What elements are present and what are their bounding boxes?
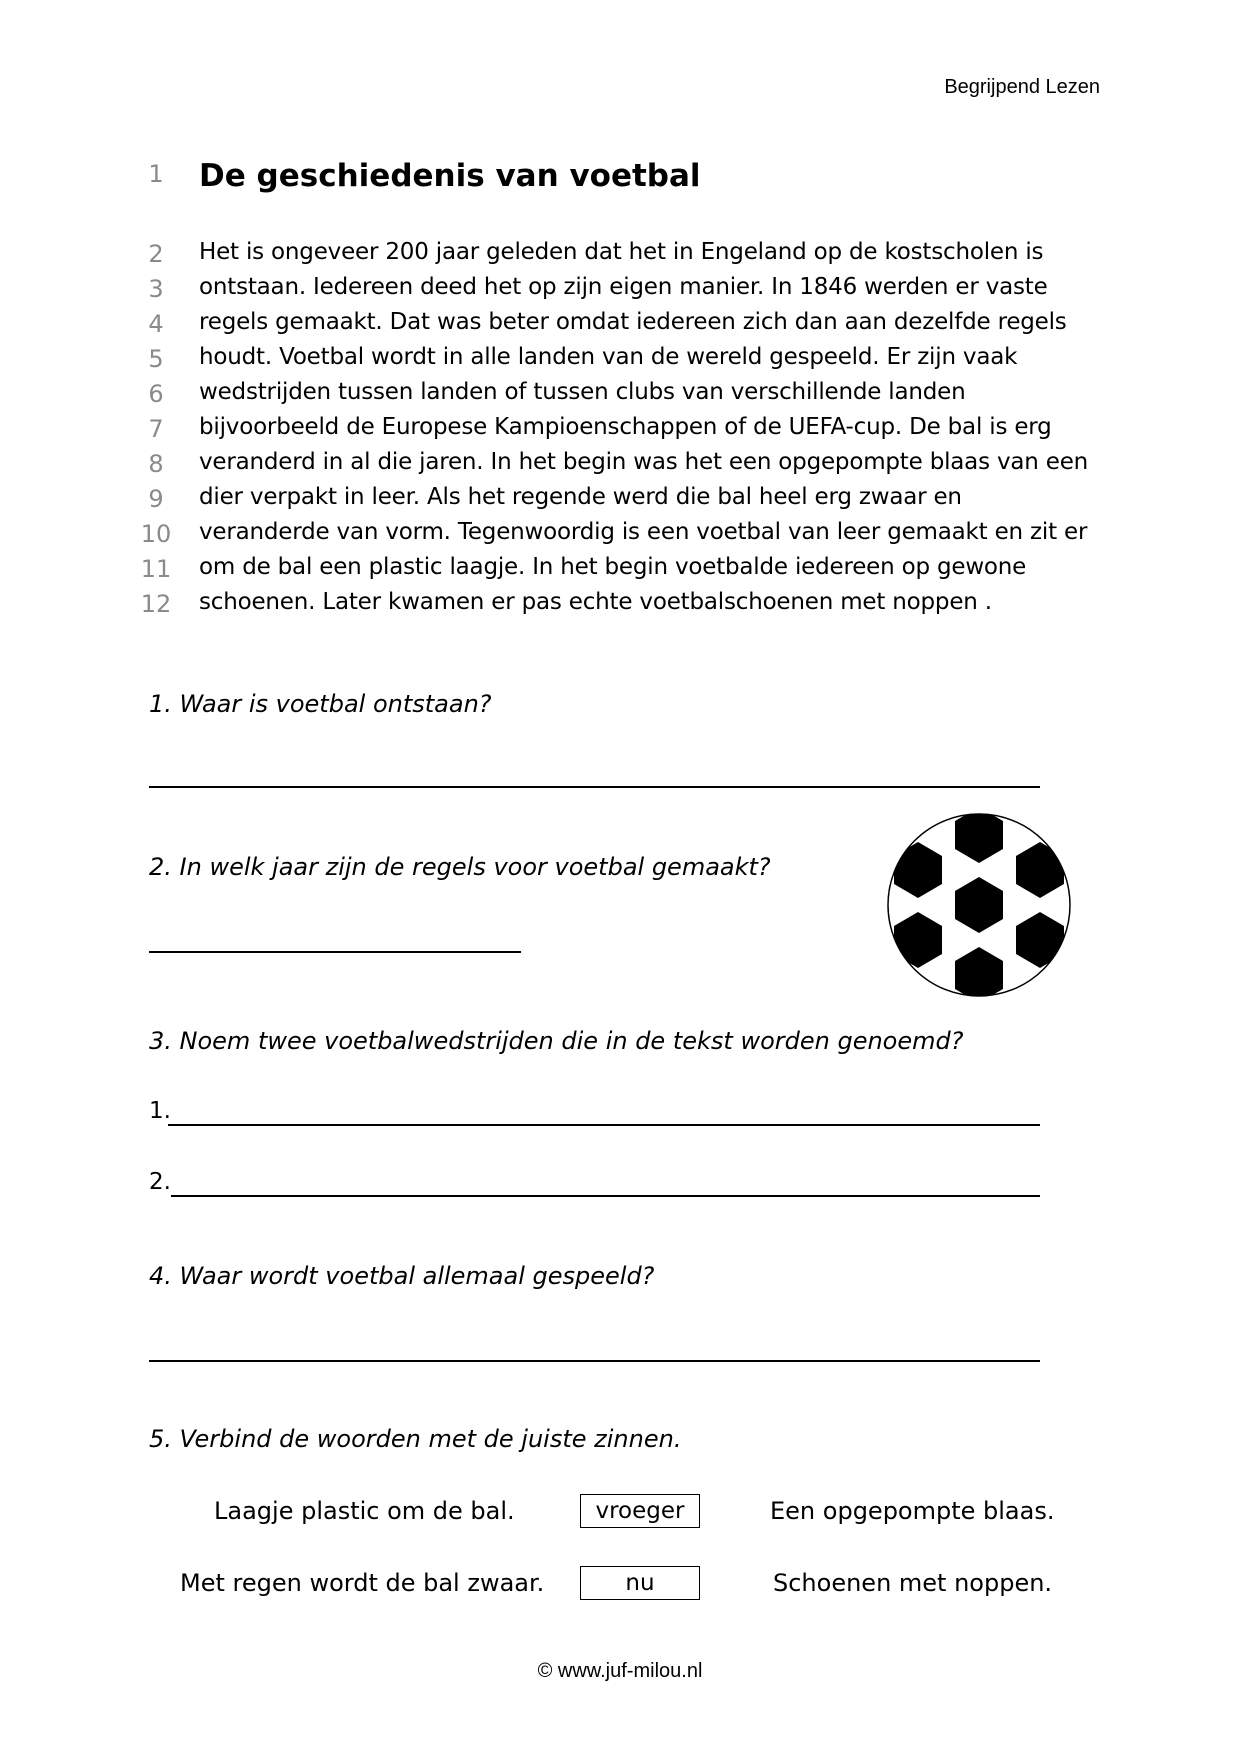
- soccer-ball-icon: [887, 813, 1071, 997]
- answer-line-3b[interactable]: [171, 1195, 1040, 1197]
- answer-line-3a[interactable]: [168, 1124, 1040, 1126]
- match-word-box: nu: [580, 1566, 700, 1600]
- passage-line: houdt. Voetbal wordt in alle landen van de wereld gespeeld. Er zijn vaak: [199, 344, 1018, 370]
- question-5: 5. Verbind de woorden met de juiste zinnen.: [149, 1425, 682, 1453]
- match-left-item: Met regen wordt de bal zwaar.: [180, 1569, 545, 1597]
- match-word-box: vroeger: [580, 1494, 700, 1528]
- page-title: De geschiedenis van voetbal: [199, 158, 701, 194]
- line-number: 11: [140, 555, 172, 583]
- answer-line-4[interactable]: [149, 1360, 1040, 1362]
- passage-line: ontstaan. Iedereen deed het op zijn eigen manier. In 1846 werden er vaste: [199, 274, 1048, 300]
- line-number: 12: [140, 590, 172, 618]
- line-number: 1: [148, 160, 164, 188]
- question-4: 4. Waar wordt voetbal allemaal gespeeld?: [149, 1262, 655, 1290]
- passage-line: bijvoorbeeld de Europese Kampioenschappen of de UEFA-cup. De bal is erg: [199, 414, 1052, 440]
- line-number: 7: [148, 415, 164, 443]
- match-right-item: Schoenen met noppen.: [773, 1569, 1053, 1597]
- answer-label-2: 2.: [149, 1169, 171, 1195]
- answer-label-1: 1.: [149, 1098, 171, 1124]
- passage-line: veranderd in al die jaren. In het begin was het een opgepompte blaas van een: [199, 449, 1089, 475]
- match-right-item: Een opgepompte blaas.: [770, 1497, 1055, 1525]
- line-number: 9: [148, 485, 164, 513]
- passage-line: dier verpakt in leer. Als het regende werd die bal heel erg zwaar en: [199, 484, 962, 510]
- line-number: 3: [148, 275, 164, 303]
- line-number: 4: [148, 310, 164, 338]
- line-number: 6: [148, 380, 164, 408]
- footer-copyright: © www.juf-milou.nl: [537, 1660, 703, 1682]
- passage-line: wedstrijden tussen landen of tussen clubs van verschillende landen: [199, 379, 966, 405]
- question-3: 3. Noem twee voetbalwedstrijden die in de tekst worden genoemd?: [149, 1027, 964, 1055]
- passage-line: Het is ongeveer 200 jaar geleden dat het in Engeland op de kostscholen is: [199, 239, 1044, 265]
- passage-line: om de bal een plastic laagje. In het begin voetbalde iedereen op gewone: [199, 554, 1027, 580]
- passage-line: regels gemaakt. Dat was beter omdat iedereen zich dan aan dezelfde regels: [199, 309, 1067, 335]
- line-number: 5: [148, 345, 164, 373]
- question-2: 2. In welk jaar zijn de regels voor voetbal gemaakt?: [149, 853, 771, 881]
- match-left-item: Laagje plastic om de bal.: [214, 1497, 515, 1525]
- line-number: 2: [148, 240, 164, 268]
- answer-line-2[interactable]: [149, 951, 521, 953]
- passage-line: schoenen. Later kwamen er pas echte voetbalschoenen met noppen .: [199, 589, 992, 615]
- passage-line: veranderde van vorm. Tegenwoordig is een voetbal van leer gemaakt en zit er: [199, 519, 1088, 545]
- answer-line-1[interactable]: [149, 786, 1040, 788]
- header-label: Begrijpend Lezen: [944, 76, 1100, 98]
- question-1: 1. Waar is voetbal ontstaan?: [149, 690, 492, 718]
- line-number: 8: [148, 450, 164, 478]
- line-number: 10: [140, 520, 172, 548]
